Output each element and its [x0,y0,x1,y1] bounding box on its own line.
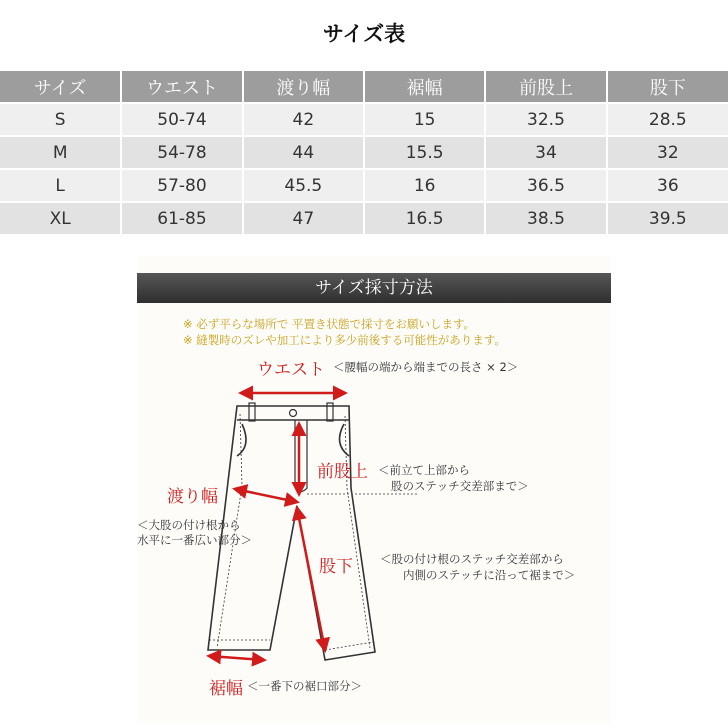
cell-waist: 57-80 [121,169,242,202]
guide-note: ※ 必ず平らな場所で 平置き状態で採寸をお願いします。 [183,317,476,331]
table-row [0,136,728,169]
table-row [0,169,728,202]
table-header-row [0,71,728,103]
header-inseam: 股下 [607,71,728,103]
guide-note: ※ 縫製時のズレや加工により多少前後する可能性があります。 [183,333,506,347]
cell-thigh: 42 [243,103,364,136]
cell-inseam: 32 [607,136,728,169]
header-thigh: 渡り幅 [243,71,364,103]
table-row [0,202,728,235]
cell-front-rise: 32.5 [485,103,606,136]
hem-arrow [209,656,264,660]
cell-size: M [0,136,121,169]
front-rise-label: 前股上 [317,462,368,482]
cell-hem: 16 [364,169,485,202]
cell-thigh: 45.5 [243,169,364,202]
cell-front-rise: 38.5 [485,202,606,235]
thigh-label: 渡り幅 [167,487,218,507]
thigh-desc: ＜大股の付け根から [137,518,241,532]
cell-thigh: 44 [243,136,364,169]
page-title: サイズ表 [322,22,406,46]
header-hem: 裾幅 [364,71,485,103]
thigh-arrow [235,489,297,502]
cell-size: XL [0,202,121,235]
waist-label: ウエスト [257,360,325,380]
header-size: サイズ [0,71,121,103]
front-rise-desc: 股のステッチ交差部まで＞ [391,479,529,493]
cell-hem: 16.5 [364,202,485,235]
cell-hem: 15 [364,103,485,136]
guide-banner: サイズ採寸方法 [137,273,611,303]
cell-size: L [0,169,121,202]
inseam-label: 股下 [319,557,353,577]
inseam-desc: 内側のステッチに沿って裾まで＞ [403,568,576,582]
cell-inseam: 36 [607,169,728,202]
front-rise-desc: ＜前立て上部から [378,463,470,477]
header-front-rise: 前股上 [485,71,606,103]
cell-inseam: 28.5 [607,103,728,136]
cell-waist: 50-74 [121,103,242,136]
inseam-desc: ＜股の付け根のステッチ交差部から [380,552,564,566]
hem-desc: ＜一番下の裾口部分＞ [247,679,362,693]
thigh-desc: 水平に一番広い部分＞ [137,533,252,547]
inseam-arrow [297,508,325,650]
cell-waist: 54-78 [121,136,242,169]
cell-front-rise: 36.5 [485,169,606,202]
waist-desc: ＜腰幅の端から端までの長さ × 2＞ [333,360,519,374]
cell-thigh: 47 [243,202,364,235]
header-waist: ウエスト [121,71,242,103]
cell-front-rise: 34 [485,136,606,169]
cell-inseam: 39.5 [607,202,728,235]
cell-size: S [0,103,121,136]
measurement-guide [137,256,611,724]
table-row [0,103,728,136]
cell-hem: 15.5 [364,136,485,169]
cell-waist: 61-85 [121,202,242,235]
size-table [0,71,728,236]
hem-label: 裾幅 [209,679,243,699]
